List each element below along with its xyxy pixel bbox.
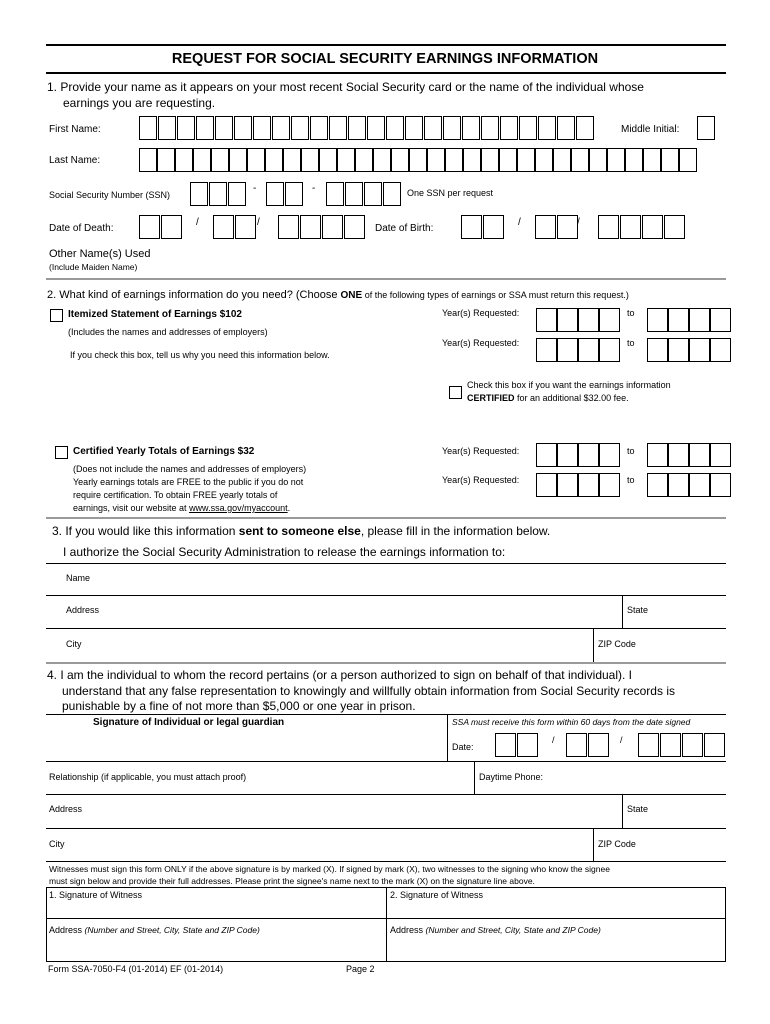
s4-address-label: Address (49, 804, 83, 814)
s4-intro-line2: understand that any false representation to knowingly and willfully obtain information from Social Security records is (62, 684, 675, 698)
itemized-note: (Includes the names and addresses of employers) (68, 327, 268, 337)
phone-divider (474, 761, 475, 794)
date-of-death-label: Date of Death: (49, 223, 114, 234)
one-ssn-note: One SSN per request (407, 188, 494, 198)
last-name-boxes[interactable] (139, 148, 697, 172)
years-requested-label-4: Year(s) Requested: (442, 475, 520, 485)
s4-date-label: Date: (452, 742, 474, 752)
page-number: Page 2 (346, 964, 375, 974)
certify-checkbox[interactable] (449, 386, 462, 399)
s4-zip-divider (593, 828, 594, 861)
sign-day-boxes[interactable] (566, 733, 610, 757)
date-of-birth-label: Date of Birth: (375, 223, 434, 234)
s3-rule-2 (46, 595, 726, 596)
last-name-label: Last Name: (49, 155, 101, 166)
yearly-year-to-1[interactable] (647, 443, 731, 467)
sign-slash-1: / (552, 735, 555, 745)
certify-line2: CERTIFIED for an additional $32.00 fee. (467, 393, 629, 403)
s4-rule-2 (46, 761, 726, 762)
s3-state-divider (622, 595, 623, 628)
first-name-label: First Name: (49, 124, 101, 135)
death-day-boxes[interactable] (213, 215, 257, 239)
death-month-boxes[interactable] (139, 215, 183, 239)
certified-yearly-checkbox[interactable] (55, 446, 68, 459)
include-maiden-note: (Include Maiden Name) (49, 262, 138, 272)
other-names-label: Other Name(s) Used (49, 248, 151, 260)
middle-initial-box[interactable] (697, 116, 716, 140)
years-requested-label-3: Year(s) Requested: (442, 446, 520, 456)
s3-state-label: State (627, 605, 649, 615)
ssn-dash-2: - (312, 183, 316, 194)
years-requested-label-2: Year(s) Requested: (442, 338, 520, 348)
s3-intro: 3. If you would like this information sent to someone else, please fill in the information below. (52, 524, 551, 538)
title-bottom-rule (46, 72, 726, 74)
itemized-year-to-1[interactable] (647, 308, 731, 332)
cy-note-3: require certification. To obtain FREE yearly totals of (73, 490, 278, 500)
witness-instructions-2: must sign below and provide their full addresses. Please print the signee's name next to the mark (X) on the signature line above. (49, 876, 535, 886)
s2-bottom-rule (46, 517, 726, 519)
sign-year-boxes[interactable] (638, 733, 726, 757)
itemized-year-to-2[interactable] (647, 338, 731, 362)
s1-bottom-rule (46, 278, 726, 280)
s3-rule-3 (46, 628, 726, 629)
s4-rule-3 (46, 794, 726, 795)
ssn-area-boxes[interactable] (190, 182, 247, 206)
ssn-dash-1: - (253, 183, 257, 194)
to-label-2: to (627, 338, 635, 348)
witness2-signature-label: 2. Signature of Witness (390, 890, 484, 900)
to-label-4: to (627, 475, 635, 485)
death-slash-2: / (257, 217, 260, 228)
birth-slash-1: / (518, 217, 521, 228)
itemized-checkbox[interactable] (50, 309, 63, 322)
s3-address-label: Address (66, 605, 100, 615)
to-label-3: to (627, 446, 635, 456)
s1-intro-line1: 1. Provide your name as it appears on your most recent Social Security card or the name of the individual whose (47, 80, 644, 94)
first-name-boxes[interactable] (139, 116, 595, 140)
yearly-year-from-2[interactable] (536, 473, 620, 497)
s3-name-label: Name (66, 573, 91, 583)
birth-month-boxes[interactable] (461, 215, 505, 239)
witness-instructions-1: Witnesses must sign this form ONLY if the above signature is by marked (X). If signed by mark (X), two witnesses to the signing who know the signee (49, 864, 610, 874)
s4-state-divider (622, 794, 623, 828)
s3-city-label: City (66, 639, 82, 649)
cy-note-4: earnings, visit our website at www.ssa.gov/myaccount. (73, 503, 291, 513)
relationship-label: Relationship (if applicable, you must attach proof) (49, 772, 247, 782)
signature-divider (447, 714, 448, 761)
myaccount-link[interactable]: www.ssa.gov/myaccount (189, 503, 288, 513)
s3-zip-label: ZIP Code (598, 639, 636, 649)
birth-day-boxes[interactable] (535, 215, 579, 239)
s4-rule-5 (46, 861, 726, 862)
s3-rule-1 (46, 563, 726, 564)
witness1-address-label: Address (Number and Street, City, State and ZIP Code) (49, 925, 260, 935)
itemized-label: Itemized Statement of Earnings $102 (68, 309, 242, 320)
page-title: REQUEST FOR SOCIAL SECURITY EARNINGS INFORMATION (171, 51, 599, 67)
s4-state-label: State (627, 804, 649, 814)
itemized-year-from-2[interactable] (536, 338, 620, 362)
sign-slash-2: / (620, 735, 623, 745)
ssn-group-boxes[interactable] (266, 182, 304, 206)
years-requested-label-1: Year(s) Requested: (442, 308, 520, 318)
form-id: Form SSA-7050-F4 (01-2014) EF (01-2014) (48, 964, 224, 974)
sign-month-boxes[interactable] (495, 733, 539, 757)
witness1-signature-label: 1. Signature of Witness (49, 890, 143, 900)
cy-note-2: Yearly earnings totals are FREE to the public if you do not (73, 477, 304, 487)
s3-zip-divider (593, 628, 594, 662)
birth-slash-2: / (577, 217, 580, 228)
s2-intro: 2. What kind of earnings information do you need? (Choose ONE of the following types of earnings or SSA must return this request.) (47, 289, 629, 301)
s4-zip-label: ZIP Code (598, 839, 636, 849)
daytime-phone-label: Daytime Phone: (479, 772, 544, 782)
yearly-year-to-2[interactable] (647, 473, 731, 497)
s3-authorize: I authorize the Social Security Administration to release the earnings information to: (63, 545, 506, 559)
itemized-why: If you check this box, tell us why you need this information below. (70, 350, 330, 360)
birth-year-boxes[interactable] (598, 215, 686, 239)
cy-note-1: (Does not include the names and addresses of employers) (73, 464, 307, 474)
s4-intro-line3: punishable by a fine of not more than $5,000 or one year in prison. (62, 699, 416, 713)
middle-initial-label: Middle Initial: (621, 124, 680, 135)
s3-bottom-rule (46, 662, 726, 664)
ssn-serial-boxes[interactable] (326, 182, 402, 206)
title-top-rule (46, 44, 726, 46)
ssn-label: Social Security Number (SSN) (49, 190, 171, 200)
certify-line1: Check this box if you want the earnings information (467, 380, 671, 390)
s1-intro-line2: earnings you are requesting. (63, 96, 216, 110)
yearly-year-from-1[interactable] (536, 443, 620, 467)
s4-intro-line1: 4. I am the individual to whom the record pertains (or a person authorized to sign on behalf of that individual). I (47, 668, 632, 682)
itemized-year-from-1[interactable] (536, 308, 620, 332)
certified-yearly-label: Certified Yearly Totals of Earnings $32 (73, 446, 255, 457)
s4-rule-4 (46, 828, 726, 829)
ssa-60-days-note: SSA must receive this form within 60 days from the date signed (452, 717, 691, 727)
death-slash-1: / (196, 217, 199, 228)
witness2-address-label: Address (Number and Street, City, State and ZIP Code) (390, 925, 601, 935)
signature-label: Signature of Individual or legal guardian (93, 717, 285, 728)
to-label-1: to (627, 308, 635, 318)
s4-rule-top (46, 714, 726, 715)
s4-city-label: City (49, 839, 65, 849)
witness-divider (386, 887, 387, 962)
death-year-boxes[interactable] (278, 215, 366, 239)
